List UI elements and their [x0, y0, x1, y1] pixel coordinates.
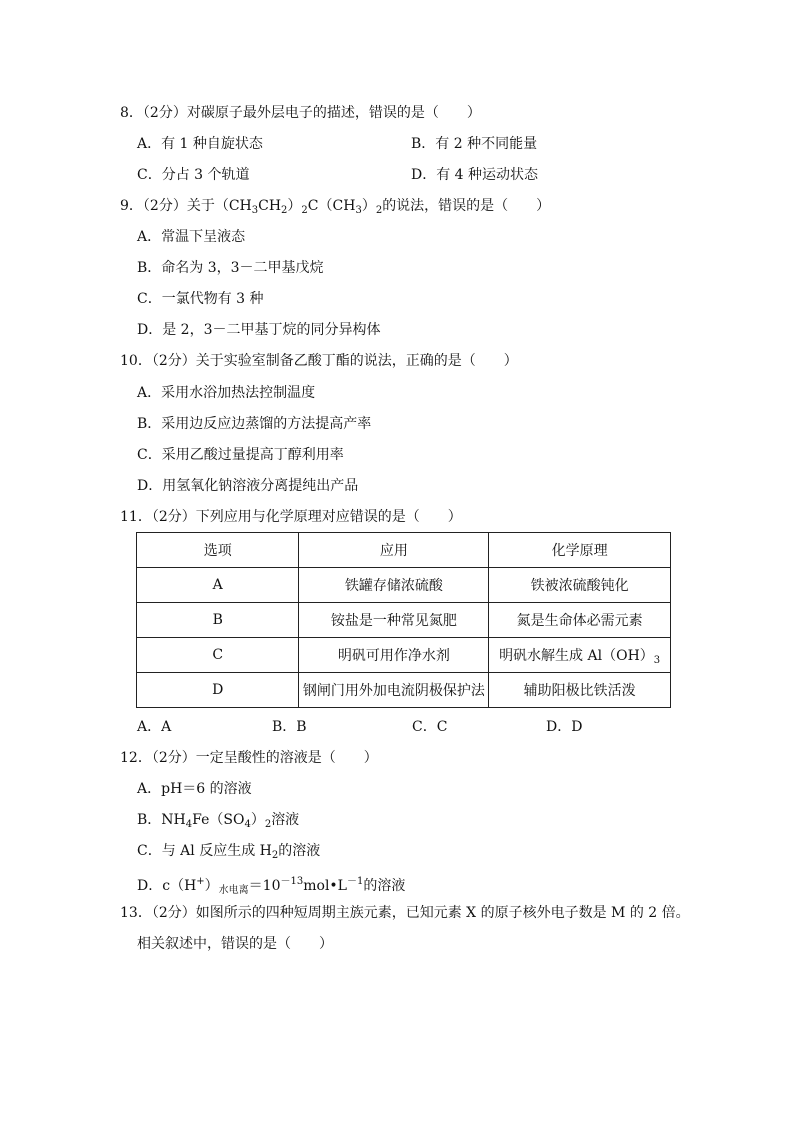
subscript: 2: [375, 205, 383, 216]
formula-part: mol•L: [303, 878, 347, 894]
cell-option: B: [137, 603, 299, 638]
cell-principle: 氮是生命体必需元素: [489, 603, 671, 638]
q10-option-d: D．用氢氧化钠溶液分离提纯出产品: [137, 478, 359, 494]
q10-option-c: C．采用乙酸过量提高丁醇利用率: [137, 447, 344, 463]
q11-option-d: D．D: [546, 719, 583, 735]
table-row: [137, 603, 671, 638]
option-text: 溶液: [271, 812, 300, 828]
q8-option-d: D．有 4 种运动状态: [411, 167, 539, 183]
subscript: 2: [264, 819, 272, 830]
option-text: 的溶液: [363, 878, 406, 894]
formula-part: ）: [250, 812, 265, 828]
q8-option-c: C．分占 3 个轨道: [137, 167, 250, 183]
superscript: －13: [280, 876, 304, 887]
q12-option-b: [137, 810, 299, 835]
option-text: 的溶液: [278, 843, 321, 859]
formula-part: ）: [287, 198, 302, 214]
cell-application: 明矾可用作净水剂: [299, 638, 489, 673]
q12-option-a: A．pH＝6 的溶液: [137, 781, 252, 797]
formula-part: Fe（SO: [192, 812, 245, 828]
q8-option-a: A．有 1 种自旋状态: [137, 136, 263, 152]
cell-principle: 铁被浓硫酸钝化: [489, 568, 671, 603]
subscript: 2: [281, 205, 288, 216]
q9-option-a: A．常温下呈液态: [137, 229, 246, 245]
q8-option-b: B．有 2 种不同能量: [411, 136, 538, 152]
subscript: 4: [244, 819, 251, 830]
q9-option-b: B．命名为 3，3－二甲基戊烷: [137, 260, 324, 276]
cell-application: 铁罐存储浓硫酸: [299, 568, 489, 603]
subscript: 2: [271, 850, 279, 861]
q10-stem: 10．（2分）关于实验室制备乙酸丁酯的说法，正确的是（ ）: [120, 353, 518, 369]
option-text: C．与 Al 反应生成 H: [137, 843, 272, 859]
subscript: 3: [251, 205, 259, 216]
formula-part: CH: [258, 198, 282, 214]
table-header-row: [137, 533, 671, 568]
formula-part: ）: [204, 878, 219, 894]
superscript: +: [196, 876, 205, 887]
header-option: 选项: [137, 533, 299, 568]
subscript: 3: [653, 654, 661, 666]
header-principle: 化学原理: [489, 533, 671, 568]
cell-option: D: [137, 673, 299, 708]
q9-stem-text: 的说法，错误的是（ ）: [382, 198, 551, 214]
option-text: D．c（H: [137, 878, 197, 894]
q10-option-b: B．采用边反应边蒸馏的方法提高产率: [137, 416, 372, 432]
q12-option-c: [137, 841, 320, 866]
formula-part: ）: [361, 198, 376, 214]
subscript: 2: [301, 205, 308, 216]
q9-option-c: C．一氯代物有 3 种: [137, 291, 264, 307]
option-text: B．NH: [137, 812, 186, 828]
q8-stem: 8．（2分）对碳原子最外层电子的描述，错误的是（ ）: [120, 105, 481, 121]
cell-option: C: [137, 638, 299, 673]
q12-option-d: [137, 872, 405, 901]
cell-option: A: [137, 568, 299, 603]
q13-stem-continued: 相关叙述中，错误的是（ ）: [137, 936, 333, 952]
q11-stem: 11．（2分）下列应用与化学原理对应错误的是（ ）: [120, 509, 462, 525]
formula-part: ＝10: [248, 878, 281, 894]
q11-option-c: C．C: [412, 719, 448, 735]
table-row: [137, 673, 671, 708]
superscript: －1: [346, 876, 364, 887]
table-row: [137, 568, 671, 603]
q13-stem: 13．（2分）如图所示的四种短周期主族元素，已知元素 X 的原子核外电子数是 M 的 2 倍。: [120, 905, 690, 921]
subscript: 3: [355, 205, 362, 216]
q9-stem-text: 9．（2分）关于（CH: [120, 198, 252, 214]
q12-stem: 12．（2分）一定呈酸性的溶液是（ ）: [120, 750, 378, 766]
q11-table: [136, 532, 671, 708]
q11-option-a: A．A: [137, 719, 172, 735]
q11-option-b: B．B: [272, 719, 307, 735]
subscript: 4: [185, 819, 193, 830]
cell-principle: 辅助阳极比铁活泼: [489, 673, 671, 708]
q10-option-a: A．采用水浴加热法控制温度: [137, 385, 316, 401]
header-application: 应用: [299, 533, 489, 568]
cell-application: 钢闸门用外加电流阴极保护法: [299, 673, 489, 708]
cell-principle: [489, 638, 671, 673]
formula-part: C（CH: [307, 198, 356, 214]
table-row: [137, 638, 671, 673]
q9-stem: [120, 196, 550, 221]
subscript: 水电离: [218, 885, 249, 896]
cell-application: 铵盐是一种常见氮肥: [299, 603, 489, 638]
q9-option-d: D．是 2，3－二甲基丁烷的同分异构体: [137, 322, 381, 338]
principle-text: 明矾水解生成 Al（OH）: [499, 647, 654, 664]
